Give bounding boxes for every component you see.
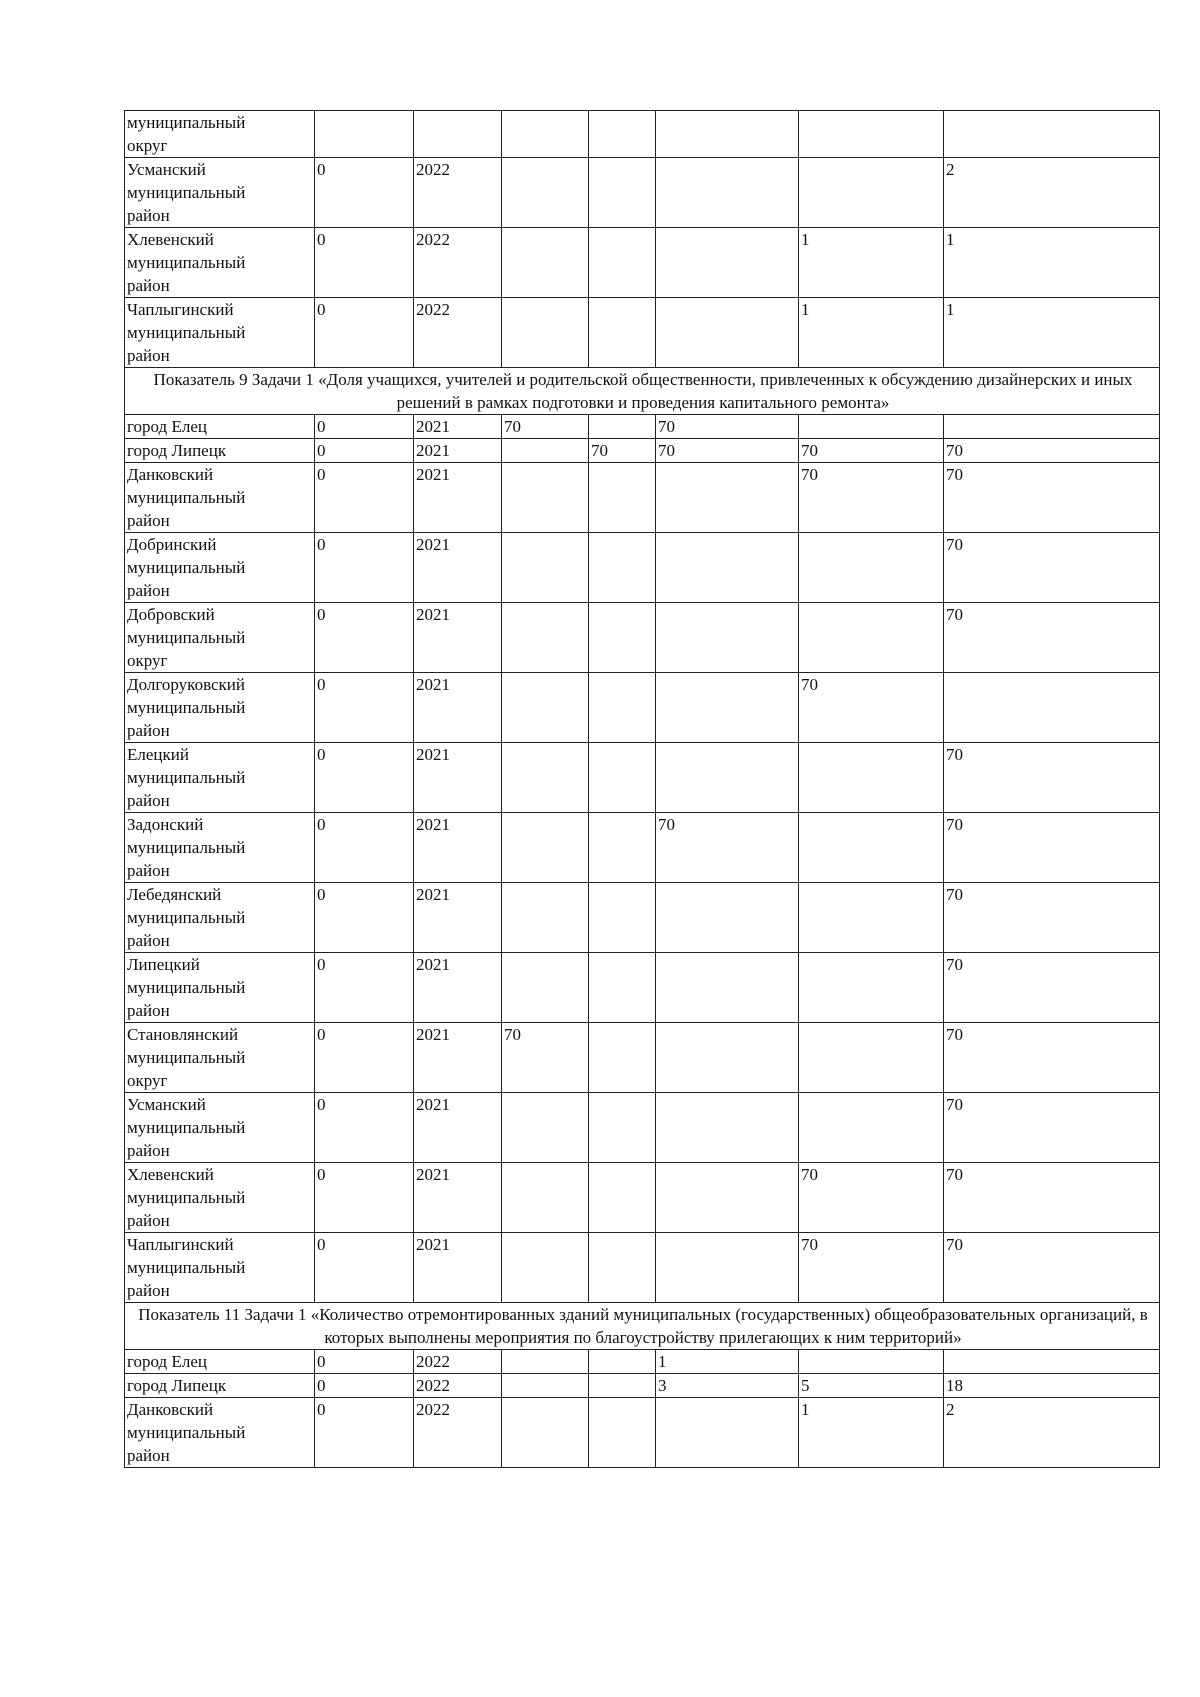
value-cell-c5 [656, 1233, 799, 1303]
value-cell-c3 [502, 603, 589, 673]
value-cell-c7: 70 [944, 1233, 1160, 1303]
table-row [125, 1374, 1160, 1398]
value-cell-c3 [502, 953, 589, 1023]
value-cell-c1: 0 [315, 953, 414, 1023]
value-cell-c2: 2022 [414, 1350, 502, 1374]
table-row [125, 883, 1160, 953]
municipality-name: Становлянский муниципальный округ [125, 1023, 315, 1093]
value-cell-c6 [799, 415, 944, 439]
value-cell-c2: 2021 [414, 533, 502, 603]
section-heading-row [125, 368, 1160, 415]
value-cell-c4 [589, 1350, 656, 1374]
value-cell-c4 [589, 1374, 656, 1398]
value-cell-c6: 70 [799, 1163, 944, 1233]
municipality-name: Данковский муниципальный район [125, 1398, 315, 1468]
value-cell-c3 [502, 1374, 589, 1398]
value-cell-c5: 70 [656, 439, 799, 463]
table-row [125, 953, 1160, 1023]
value-cell-c6: 1 [799, 298, 944, 368]
value-cell-c3 [502, 673, 589, 743]
municipality-name: Добринский муниципальный район [125, 533, 315, 603]
table-row [125, 603, 1160, 673]
value-cell-c2: 2021 [414, 953, 502, 1023]
value-cell-c6 [799, 533, 944, 603]
value-cell-c4 [589, 463, 656, 533]
section-heading: Показатель 11 Задачи 1 «Количество отремонтированных зданий муниципальных (государственных) общеобразовательных организаций, в которых выполнены мероприятия по благоустройству прилегающих к ним территорий» [125, 1303, 1160, 1350]
value-cell-c5 [656, 298, 799, 368]
value-cell-c2: 2022 [414, 158, 502, 228]
table-row [125, 1350, 1160, 1374]
value-cell-c1: 0 [315, 298, 414, 368]
municipality-name: Добровский муниципальный округ [125, 603, 315, 673]
value-cell-c2: 2021 [414, 813, 502, 883]
table-row [125, 533, 1160, 603]
value-cell-c4 [589, 603, 656, 673]
value-cell-c3 [502, 439, 589, 463]
value-cell-c6 [799, 1023, 944, 1093]
value-cell-c6 [799, 603, 944, 673]
value-cell-c6: 70 [799, 673, 944, 743]
value-cell-c4 [589, 1163, 656, 1233]
table-row [125, 298, 1160, 368]
value-cell-c1: 0 [315, 603, 414, 673]
municipality-name: Долгоруковский муниципальный район [125, 673, 315, 743]
value-cell-c5 [656, 463, 799, 533]
value-cell-c6 [799, 953, 944, 1023]
value-cell-c6: 5 [799, 1374, 944, 1398]
value-cell-c5 [656, 673, 799, 743]
municipality-name: Чаплыгинский муниципальный район [125, 1233, 315, 1303]
municipality-name: муниципальный округ [125, 111, 315, 158]
value-cell-c6 [799, 1093, 944, 1163]
value-cell-c1 [315, 111, 414, 158]
value-cell-c3 [502, 533, 589, 603]
value-cell-c1: 0 [315, 228, 414, 298]
value-cell-c6 [799, 1350, 944, 1374]
value-cell-c5: 70 [656, 813, 799, 883]
value-cell-c6 [799, 111, 944, 158]
value-cell-c2: 2022 [414, 1398, 502, 1468]
value-cell-c2: 2021 [414, 1163, 502, 1233]
municipality-name: Усманский муниципальный район [125, 158, 315, 228]
value-cell-c7: 70 [944, 533, 1160, 603]
value-cell-c1: 0 [315, 1350, 414, 1374]
municipality-name: город Липецк [125, 1374, 315, 1398]
value-cell-c5 [656, 533, 799, 603]
value-cell-c7 [944, 415, 1160, 439]
value-cell-c4 [589, 228, 656, 298]
value-cell-c5: 1 [656, 1350, 799, 1374]
table-row [125, 1163, 1160, 1233]
value-cell-c2: 2021 [414, 463, 502, 533]
value-cell-c7 [944, 673, 1160, 743]
value-cell-c4 [589, 1093, 656, 1163]
table-row [125, 1398, 1160, 1468]
table-row [125, 673, 1160, 743]
value-cell-c7: 1 [944, 298, 1160, 368]
value-cell-c6: 1 [799, 228, 944, 298]
value-cell-c7: 70 [944, 743, 1160, 813]
section-heading-row [125, 1303, 1160, 1350]
value-cell-c4 [589, 743, 656, 813]
value-cell-c1: 0 [315, 158, 414, 228]
value-cell-c5 [656, 743, 799, 813]
table-row [125, 463, 1160, 533]
value-cell-c4 [589, 111, 656, 158]
value-cell-c1: 0 [315, 813, 414, 883]
value-cell-c3 [502, 111, 589, 158]
value-cell-c2: 2022 [414, 1374, 502, 1398]
table-row [125, 111, 1160, 158]
value-cell-c6: 70 [799, 1233, 944, 1303]
value-cell-c1: 0 [315, 1398, 414, 1468]
municipality-name: Задонский муниципальный район [125, 813, 315, 883]
value-cell-c7: 70 [944, 813, 1160, 883]
municipality-name: Хлевенский муниципальный район [125, 1163, 315, 1233]
table-row [125, 1233, 1160, 1303]
municipality-name: Хлевенский муниципальный район [125, 228, 315, 298]
value-cell-c2: 2021 [414, 603, 502, 673]
value-cell-c5 [656, 1163, 799, 1233]
municipality-name: город Елец [125, 415, 315, 439]
value-cell-c2: 2021 [414, 1023, 502, 1093]
value-cell-c1: 0 [315, 439, 414, 463]
value-cell-c3 [502, 298, 589, 368]
value-cell-c5 [656, 1093, 799, 1163]
value-cell-c7: 70 [944, 1093, 1160, 1163]
value-cell-c1: 0 [315, 673, 414, 743]
value-cell-c7: 70 [944, 1023, 1160, 1093]
value-cell-c7 [944, 111, 1160, 158]
value-cell-c3: 70 [502, 1023, 589, 1093]
table-row [125, 228, 1160, 298]
value-cell-c1: 0 [315, 463, 414, 533]
value-cell-c3 [502, 883, 589, 953]
value-cell-c4 [589, 298, 656, 368]
value-cell-c1: 0 [315, 743, 414, 813]
table-row [125, 1023, 1160, 1093]
municipality-name: Данковский муниципальный район [125, 463, 315, 533]
value-cell-c2: 2021 [414, 415, 502, 439]
value-cell-c7: 1 [944, 228, 1160, 298]
indicators-table [124, 110, 1160, 1468]
value-cell-c2: 2022 [414, 228, 502, 298]
municipality-name: город Липецк [125, 439, 315, 463]
value-cell-c3 [502, 463, 589, 533]
municipality-name: Чаплыгинский муниципальный район [125, 298, 315, 368]
value-cell-c4 [589, 883, 656, 953]
value-cell-c3 [502, 1093, 589, 1163]
value-cell-c7: 70 [944, 883, 1160, 953]
value-cell-c6: 1 [799, 1398, 944, 1468]
value-cell-c2 [414, 111, 502, 158]
value-cell-c6: 70 [799, 439, 944, 463]
table-row [125, 743, 1160, 813]
table-body [125, 111, 1160, 1468]
table-row [125, 439, 1160, 463]
table-row [125, 813, 1160, 883]
value-cell-c6: 70 [799, 463, 944, 533]
value-cell-c5 [656, 603, 799, 673]
value-cell-c4 [589, 415, 656, 439]
value-cell-c6 [799, 813, 944, 883]
table-row [125, 415, 1160, 439]
value-cell-c2: 2022 [414, 298, 502, 368]
value-cell-c3 [502, 1233, 589, 1303]
value-cell-c1: 0 [315, 1374, 414, 1398]
municipality-name: Лебедянский муниципальный район [125, 883, 315, 953]
value-cell-c5 [656, 953, 799, 1023]
value-cell-c2: 2021 [414, 439, 502, 463]
value-cell-c7: 70 [944, 603, 1160, 673]
value-cell-c6 [799, 743, 944, 813]
section-heading: Показатель 9 Задачи 1 «Доля учащихся, учителей и родительской общественности, привлеченных к обсуждению дизайнерских и иных решений в рамках подготовки и проведения капитального ремонта» [125, 368, 1160, 415]
value-cell-c1: 0 [315, 1023, 414, 1093]
value-cell-c1: 0 [315, 415, 414, 439]
value-cell-c4 [589, 1398, 656, 1468]
table-row [125, 158, 1160, 228]
value-cell-c4 [589, 533, 656, 603]
value-cell-c4 [589, 158, 656, 228]
value-cell-c5 [656, 1398, 799, 1468]
value-cell-c7: 70 [944, 953, 1160, 1023]
value-cell-c5 [656, 883, 799, 953]
value-cell-c3 [502, 813, 589, 883]
value-cell-c5 [656, 228, 799, 298]
value-cell-c7: 70 [944, 439, 1160, 463]
value-cell-c4: 70 [589, 439, 656, 463]
value-cell-c3 [502, 1350, 589, 1374]
value-cell-c5 [656, 1023, 799, 1093]
value-cell-c7: 70 [944, 1163, 1160, 1233]
value-cell-c2: 2021 [414, 1233, 502, 1303]
value-cell-c5 [656, 158, 799, 228]
value-cell-c1: 0 [315, 883, 414, 953]
value-cell-c3 [502, 1398, 589, 1468]
value-cell-c3 [502, 1163, 589, 1233]
value-cell-c7: 18 [944, 1374, 1160, 1398]
value-cell-c4 [589, 1023, 656, 1093]
value-cell-c7 [944, 1350, 1160, 1374]
value-cell-c4 [589, 673, 656, 743]
municipality-name: город Елец [125, 1350, 315, 1374]
value-cell-c1: 0 [315, 1093, 414, 1163]
value-cell-c3 [502, 743, 589, 813]
value-cell-c1: 0 [315, 533, 414, 603]
value-cell-c3: 70 [502, 415, 589, 439]
value-cell-c2: 2021 [414, 883, 502, 953]
value-cell-c2: 2021 [414, 673, 502, 743]
value-cell-c2: 2021 [414, 743, 502, 813]
value-cell-c5: 70 [656, 415, 799, 439]
municipality-name: Липецкий муниципальный район [125, 953, 315, 1023]
value-cell-c4 [589, 953, 656, 1023]
value-cell-c6 [799, 883, 944, 953]
value-cell-c3 [502, 228, 589, 298]
value-cell-c7: 70 [944, 463, 1160, 533]
value-cell-c2: 2021 [414, 1093, 502, 1163]
table-row [125, 1093, 1160, 1163]
value-cell-c4 [589, 1233, 656, 1303]
value-cell-c1: 0 [315, 1163, 414, 1233]
value-cell-c4 [589, 813, 656, 883]
municipality-name: Елецкий муниципальный район [125, 743, 315, 813]
value-cell-c6 [799, 158, 944, 228]
municipality-name: Усманский муниципальный район [125, 1093, 315, 1163]
value-cell-c7: 2 [944, 1398, 1160, 1468]
value-cell-c5: 3 [656, 1374, 799, 1398]
value-cell-c3 [502, 158, 589, 228]
value-cell-c1: 0 [315, 1233, 414, 1303]
value-cell-c5 [656, 111, 799, 158]
value-cell-c7: 2 [944, 158, 1160, 228]
